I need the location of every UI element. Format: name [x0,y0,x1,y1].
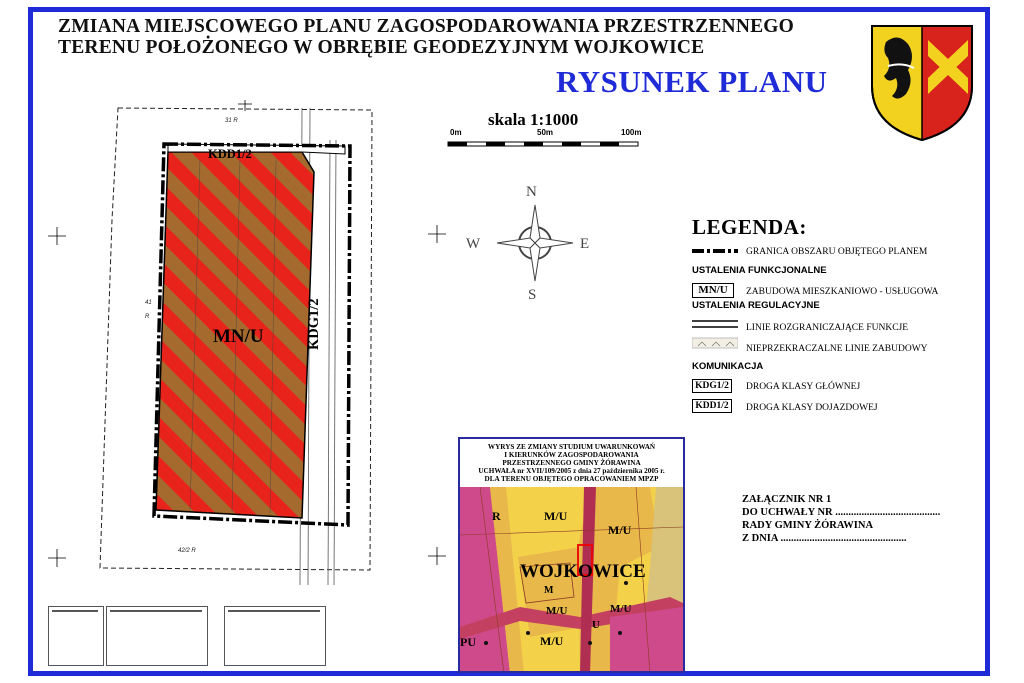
legend-boundary-symbol [692,245,738,257]
inset-mu-label-3: M/U [546,605,568,617]
scale-bar [446,139,642,149]
plan-title [58,16,794,58]
scale-tick-0: 0m [450,128,462,137]
inset-town-label: WOJKOWICE [520,561,646,582]
attachment-line-4: Z DNIA ................................................ [742,533,907,544]
attachment-line-1: ZAŁĄCZNIK NR 1 [742,494,832,505]
legend-kdd-text: DROGA KLASY DOJAZDOWEJ [746,403,878,413]
compass-west: W [466,236,481,252]
road-kdd-label: KDD1/2 [208,147,252,161]
compass-north: N [526,184,537,200]
study-inset-map [458,437,685,673]
legend-kdd-code: KDD1/2 [692,399,732,413]
inset-mu-label-4: M/U [610,603,632,615]
inset-mu-label-2: M/U [608,523,632,537]
legend-regulatory-header: USTALENIA REGULACYJNE [692,300,820,311]
survey-metadata-box [48,606,328,666]
legend-boundary-text: GRANICA OBSZARU OBJĘTEGO PLANEM [746,247,928,257]
inset-pu-label: PU [460,635,476,649]
legend-demarcation-symbol [692,318,738,330]
scale-tick-100: 100m [621,128,642,137]
road-kdg-label: KDG1/2 [306,298,322,350]
title-line-1: ZMIANA MIEJSCOWEGO PLANU ZAGOSPODAROWANIA PRZESTRZENNEGO [58,16,795,37]
zone-mnu-label: MN/U [213,326,264,347]
parcel-42-label: 42/2 R [178,548,196,554]
compass-east: E [580,236,590,252]
legend-title: LEGENDA: [692,215,807,239]
title-line-2: TERENU POŁOŻONEGO W OBRĘBIE GEODEZYJNYM WOJKOWICE [58,37,705,58]
scale-tick-50: 50m [537,128,554,137]
legend-functional-header: USTALENIA FUNKCJONALNE [692,265,827,276]
inset-r-label: R [492,509,501,523]
legend-building-line-text: NIEPRZEKRACZALNE LINIE ZABUDOWY [746,344,928,354]
compass-south: S [528,287,537,303]
inset-mu-label-5: M/U [540,634,564,648]
legend-demarcation-text: LINIE ROZGRANICZAJĄCE FUNKCJE [746,323,909,333]
inset-caption: WYRYS ZE ZMIANY STUDIUM UWARUNKOWAŃ I KIERUNKÓW ZAGOSPODAROWANIA PRZESTRZENNEGO GMINY ŻÓRAWINA UCHWAŁA nr XVII/109/2005 z dnia 27 października 2005 r. DLA TERENU OBJĘTEGO OPRACOWANIEM MPZP [478,443,665,483]
inset-mu-label-1: M/U [544,509,568,523]
inset-m-label: M [544,585,554,596]
coat-of-arms-icon [868,22,976,144]
legend-kdg-code: KDG1/2 [692,379,732,393]
legend-transport-header: KOMUNIKACJA [692,361,764,372]
inset-u-label: U [592,619,600,631]
attachment-line-2: DO UCHWAŁY NR ........................................ [742,507,941,518]
parcel-31-label: 31 R [225,118,238,124]
attachment-line-3: RADY GMINY ŻÓRAWINA [742,520,874,531]
legend-mnu-code: MN/U [692,283,734,298]
parcel-41-r-label: R [145,314,150,320]
legend-mnu-text: ZABUDOWA MIESZKANIOWO - USŁUGOWA [746,287,939,297]
plan-subtitle: RYSUNEK PLANU [556,64,828,99]
parcel-41-label: 41 [145,300,152,306]
legend-kdg-text: DROGA KLASY GŁÓWNEJ [746,382,861,392]
scale-label: skala 1:1000 [488,110,579,129]
legend-building-line-symbol [692,336,738,350]
